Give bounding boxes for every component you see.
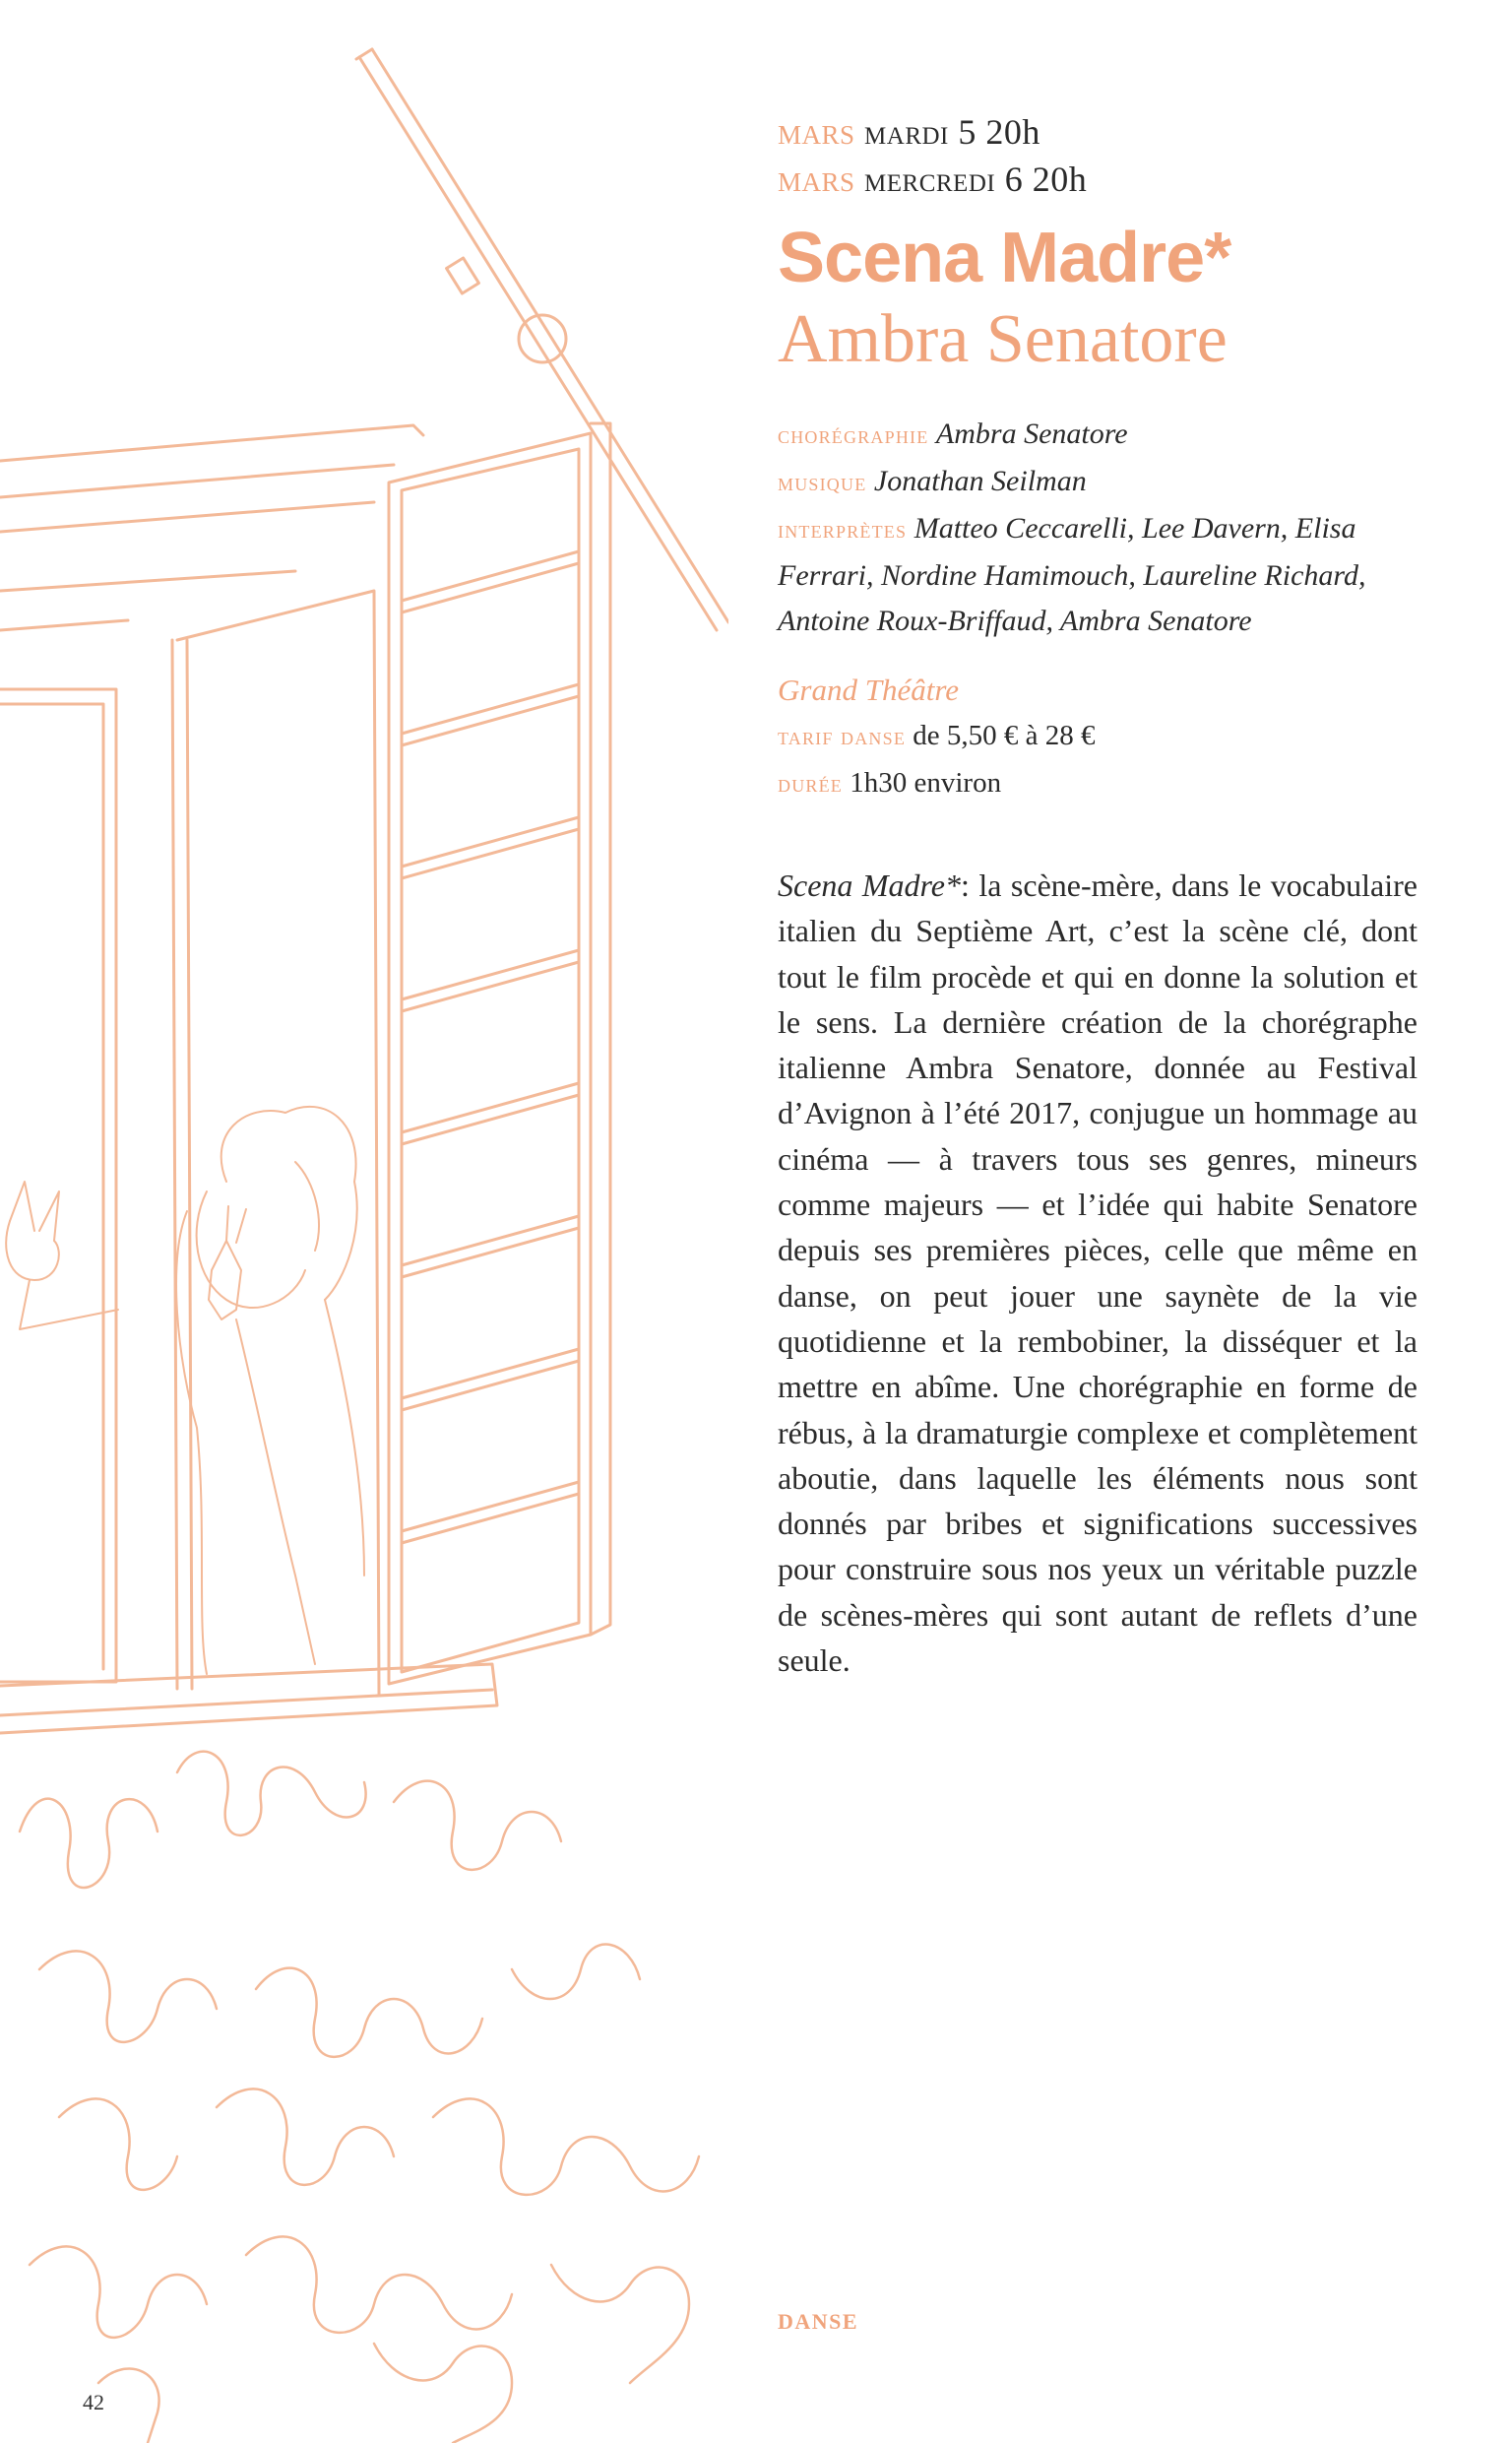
date-day: mercredi (864, 160, 996, 199)
tarif-value: de 5,50 € à 28 € (913, 720, 1096, 751)
window-frame (0, 423, 610, 1733)
venue: Grand Théâtre (778, 673, 959, 707)
duree-line (778, 760, 1418, 807)
description-paragraph (778, 863, 1418, 1683)
date-time: 6 20h (1004, 160, 1088, 199)
category-label: danse (778, 2301, 859, 2336)
description-lead: Scena Madre* (778, 868, 961, 903)
credit-musique (778, 459, 1418, 506)
event-info-column (778, 108, 1418, 1683)
credit-value: Matteo Ceccarelli, Lee Davern, Elisa Ferrari, Nordine Hamimouch, Laureline Richard, Antoine Roux-Briffaud, Ambra Senatore (778, 512, 1366, 637)
description-text: : la scène-mère, dans le vocabulaire italien du Septième Art, c’est la scène clé, dont tout le film procède et qui en donne la solution et le sens. La dernière création de la chorégraphe italienne Ambra Senatore, donnée au Festival d’Avignon à l’été 2017, conjugue un hommage au cinéma — à travers tous ses genres, mineurs comme majeurs — et l’idée qui habite Senatore depuis ses premières pièces, celle que même en danse, on peut jouer une saynète de la vie quotidienne et la rembobiner, la disséquer et la mettre en abîme. Une chorégraphie en forme de rébus, à la dramaturgie complexe et complètement aboutie, dans laquelle les éléments nous sont donnés par bribes et significations successives pour construire sous nos yeux un véritable puzzle de scènes-mères qui sont autant de reflets d’une seule. (778, 868, 1418, 1679)
tarif-label: tarif danse (778, 724, 907, 750)
date-month: mars (778, 111, 855, 153)
credit-choregraphie (778, 412, 1418, 459)
credit-label: musique (778, 470, 867, 496)
squiggle-foliage (20, 1752, 699, 2443)
duree-value: 1h30 environ (850, 767, 1002, 799)
credit-label: chorégraphie (778, 422, 929, 449)
date-line-2 (778, 156, 1418, 203)
duree-label: durée (778, 771, 843, 798)
antenna-pole (356, 49, 728, 630)
date-month: mars (778, 159, 855, 200)
credit-value: Ambra Senatore (935, 418, 1128, 450)
show-title: Scena Madre* (778, 219, 1231, 297)
tarif-line (778, 713, 1418, 760)
credit-interpretes (778, 506, 1418, 644)
credit-label: interprètes (778, 517, 908, 544)
date-line-1 (778, 108, 1418, 156)
window-illustration (0, 0, 728, 2443)
date-day: mardi (864, 112, 949, 152)
page-number: 42 (83, 2390, 104, 2414)
figures-in-window (6, 1107, 364, 1674)
show-author: Ambra Senatore (778, 301, 1228, 377)
credit-value: Jonathan Seilman (873, 465, 1087, 497)
date-time: 5 20h (958, 112, 1040, 152)
credits-block (778, 412, 1418, 644)
